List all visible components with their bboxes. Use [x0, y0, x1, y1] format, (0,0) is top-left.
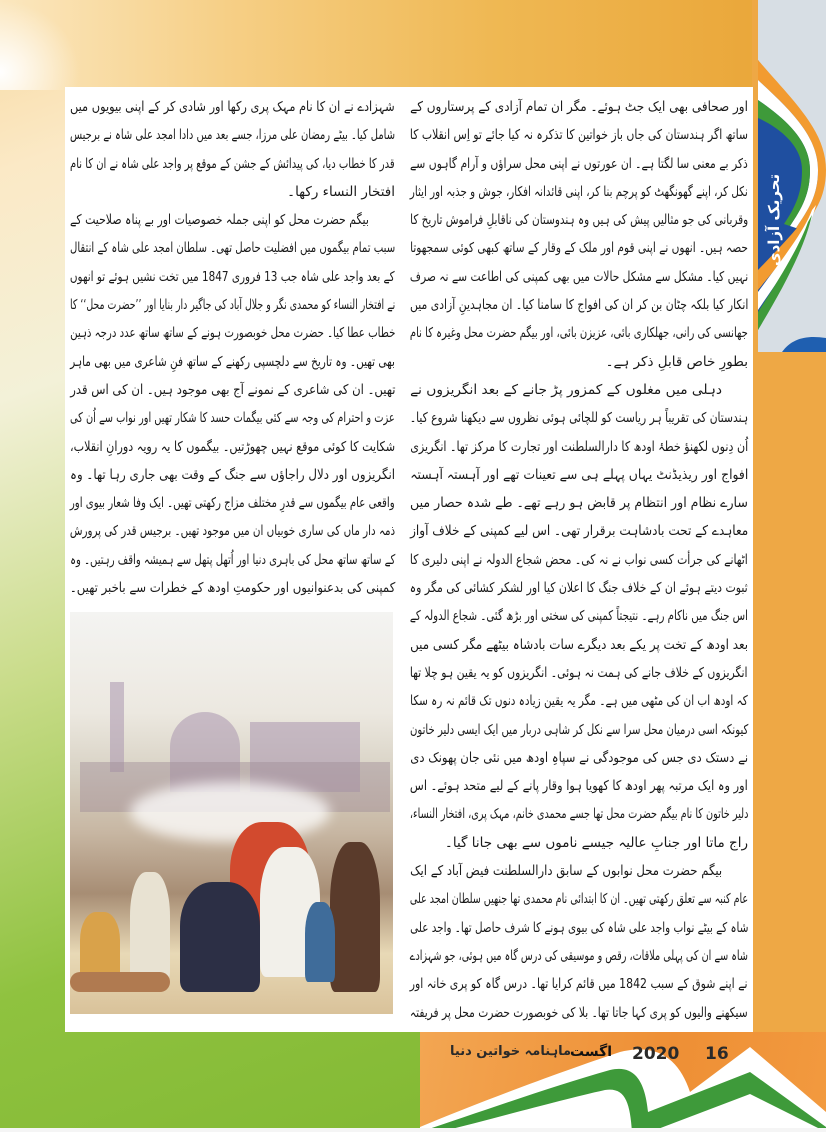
text-line-content: دلیر خاتون کا نام بیگم حضرت محل تھا جسے محمدی خانم، مہک پری، افتخار النساء، [409, 806, 748, 823]
text-line-content: دہلی میں مغلوں کے کمزور پڑ جانے کے بعد انگریزوں نے [410, 381, 722, 398]
text-line [410, 799, 748, 827]
text-line [70, 149, 395, 177]
text-line-content: کمپنی کی بدعنوانیوں اور حکومتِ اودھ کے خطرات سے باخبر تھیں۔ [69, 580, 395, 597]
text-line [70, 318, 395, 346]
text-line-content: ساتھ اگر ہندستان کی جاں باز خواتین کا تذکرہ نہ کیا جائے تو اِس انقلاب کا [409, 127, 748, 144]
text-line [70, 403, 395, 431]
text-line-content: تھیں۔ ان کی شاعری کے نمونے آج بھی موجود ہیں۔ ان کی اس قدر [69, 381, 395, 398]
text-line-content: ذکر بے معنی سا لگتا ہے۔ ان عورتوں نے اپنی محل سراؤں و آرام گاہوں سے [410, 155, 748, 172]
text-line [410, 318, 748, 346]
text-line [70, 573, 395, 601]
text-line [70, 233, 395, 261]
magazine-name: ماہنامہ خواتین دنیا [450, 1044, 572, 1059]
text-line [70, 177, 395, 205]
issue-month: اگست [570, 1044, 613, 1060]
article-column-right [410, 92, 748, 1026]
text-line-content: کہ اودھ اب ان کی مٹھی میں ہے۔ مگر یہ یقین زیادہ دنوں تک قائم نہ رہ سکا [410, 693, 748, 710]
text-line-content: نے افتخار النساء کو محمدی نگر و جلال آباد کی جاگیر دار بنایا اور ’’حضرت محل‘‘ کا [69, 297, 395, 314]
text-line-content: حصہ ہیں۔ انھوں نے اپنی قوم اور ملک کے وقار کے ساتھ کبھی کوئی سمجھوتا [410, 240, 748, 257]
text-line-content: نے دستک دی جس کی موجودگی نے سپاہِ اودھ میں نئی جان پھونک دی [410, 749, 748, 766]
text-line-content: اٹھانے کی جرأت کسی نواب نے نہ کی۔ محض شجاع الدولہ نے اپنی دلیری کا [410, 551, 748, 568]
text-line [410, 771, 748, 799]
text-line [70, 205, 395, 233]
text-line [410, 828, 748, 856]
text-line-content: نے اپنے شوق کے سبب 1842 میں قائم کرایا تھا۔ درس گاہ کو پری خانہ اور [410, 976, 748, 993]
text-line-content: اور صحافی بھی ایک جٹ ہوئے۔ مگر ان تمام آزادی کے پرستاروں کے [410, 99, 748, 115]
text-line [70, 290, 395, 318]
text-line [70, 375, 395, 403]
text-line-content: سبب تمام بیگموں میں افضلیت حاصل تھی۔ سلطان امجد علی شاہ کے انتقال [69, 240, 395, 257]
text-line [70, 432, 395, 460]
text-line-content: جھانسی کی رانی، جھلکاری بائی، عزیزن بائی، اور بیگم حضرت محل وغیرہ کا نام [410, 325, 748, 342]
text-line-content: اس جنگ میں ناکام رہے۔ نتیجتاً کمپنی کی سختی اور بڑھ گئی۔ شجاع الدولہ کے [409, 608, 748, 625]
text-line [410, 290, 748, 318]
text-line-content: انگریزوں اور دلال راجاؤں سے جنگ کے وقت بھی جاری رہا تھا۔ وہ [69, 466, 395, 483]
text-line-content: واقعی عام بیگموں سے قدرِ مختلف مزاج رکھتی تھیں۔ ایک وفا شعار بیوی اور [70, 495, 395, 512]
text-line [410, 601, 748, 629]
text-line [410, 488, 748, 516]
text-line [410, 347, 748, 375]
text-line [410, 262, 748, 290]
text-line [410, 573, 748, 601]
text-line [70, 545, 395, 573]
page-footer [420, 1032, 826, 1132]
text-line-content: اُن دِنوں لکھنؤ خطۂ اودھ کا دارالسلطنت اور تجارت کا مرکز تھا۔ انگریزی [410, 438, 748, 455]
text-line [410, 686, 748, 714]
text-line [410, 516, 748, 544]
text-line [70, 488, 395, 516]
text-line [410, 120, 748, 148]
page-number: 16 [705, 1044, 729, 1064]
text-line-content: ہندستان کی تقریباً ہر ریاست کو للچائی ہوئی نظروں سے دیکھنا شروع کیا۔ [409, 410, 748, 427]
text-line [70, 262, 395, 290]
text-line [410, 375, 748, 403]
text-line-content: شاہ کے بیٹے نواب واجد علی شاہ کی بیوی ہونے کا شرف حاصل تھا۔ واجد علی [409, 919, 748, 936]
text-line-content: بعد اودھ کے تخت پر یکے بعد دیگرے سات بادشاہ بیٹھے مگر کسی میں [410, 636, 748, 653]
text-line [410, 149, 748, 177]
text-line-content: نکل کر، اپنے گھونگھٹ کو پرچم بنا کر، اپنی قائدانہ افکار، جوش و جذبہ اور ایثار [410, 183, 748, 200]
text-line [70, 516, 395, 544]
text-line [410, 913, 748, 941]
text-line-content: شامل کیا۔ بیٹے رمضان علی مرزا، جسے بعد میں دادا امجد علی شاہ نے برجیس [69, 127, 395, 144]
text-line-content: افواج اور ریذیڈنٹ یہاں پہلے ہی سے تعینات تھے اور آہستہ آہستہ [409, 466, 748, 483]
text-line [70, 92, 395, 120]
text-line-content: بیگم حضرت محل کو اپنی جملہ خصوصیات اور بے پناہ صلاحیت کے [70, 212, 369, 229]
text-line [410, 884, 748, 912]
text-line [410, 177, 748, 205]
text-line-content: بیگم حضرت محل نوابوں کے سابق دارالسلطنت فیض آباد کے ایک [409, 863, 722, 880]
text-line-content: خطاب عطا کیا۔ حضرت محل خوبصورت ہونے کے ساتھ ساتھ عدد درجہ ذہین [69, 325, 395, 342]
text-line [410, 630, 748, 658]
text-line-content: سیکھنے والیوں کو پری کہا جاتا تھا۔ بلا کی خوبصورت حضرت محل پر فریفتہ [410, 1004, 748, 1021]
text-line-content: نہیں کیا۔ مشکل سے مشکل حالات میں بھی کمپنی کی اطاعت سے نہ صرف [409, 268, 748, 285]
text-line [410, 205, 748, 233]
text-line-content: ثبوت دیتے ہوئے ان کے خلاف جنگ کا اعلان کیا اور لشکر کشائی کی مگر وہ [410, 580, 748, 597]
text-line-content: معاہدے کے تحت بادشاہت برقرار تھی۔ اس لیے کمپنی کے خلاف آواز [409, 523, 748, 540]
text-line [410, 658, 748, 686]
text-line-content: شکایت کا کوئی موقع نہیں چھوڑتیں۔ بیگموں کا یہ رویہ دورانِ انقلاب، [69, 438, 395, 455]
text-line-content: انکار کیا بلکہ چٹان بن کر ان کی افواج کا سامنا کیا۔ ان مجاہدینِ آزادی میں [409, 297, 748, 314]
text-line-content: افتخار النساء رکھا۔ [287, 183, 395, 200]
text-line [410, 233, 748, 261]
page-bottom-edge [0, 1128, 826, 1132]
issue-year: 2020 [632, 1044, 680, 1064]
text-line-content: عام کنبہ سے تعلق رکھتی تھیں۔ ان کا ابتدائی نام محمدی تھا جنھیں سلطان امجد علی [409, 891, 748, 908]
text-line-content: بطورِ خاص قابلِ ذکر ہے۔ [605, 353, 748, 370]
text-line [410, 460, 748, 488]
text-line [410, 715, 748, 743]
text-line-content: کے ساتھ ساتھ محل کی باہری دنیا اور اُتھل پتھل سے ہمیشہ واقف رہتیں۔ وہ [69, 551, 395, 568]
text-line-content: کیونکہ اسی درمیان محل سرا سے نکل کر شاہی دربار میں ایک ایسی دلیر خاتون [409, 721, 748, 738]
text-line [410, 403, 748, 431]
text-line [410, 969, 748, 997]
text-line [410, 92, 748, 120]
text-line-content: سارے نظام اور انتظام پر قابض ہو رہے تھے۔ طے شدہ حصار میں [410, 495, 748, 512]
text-line [70, 120, 395, 148]
article-column-left [70, 92, 395, 601]
top-decorative-band [0, 0, 760, 90]
text-line [410, 545, 748, 573]
text-line [410, 432, 748, 460]
text-line-content: انگریزوں کے خلاف جانے کی ہمت نہ ہوئی۔ انگریزوں کو یہ یقین ہو چلا تھا [410, 664, 748, 681]
text-line-content: عزت و احترام کی وجہ سے کئی بیگمات حسد کا شکار تھیں اور نواب سے اُن کی [70, 410, 395, 427]
text-line-content: ذمہ دار ماں کی ساری خوبیاں ان میں موجود تھیں۔ برجیس قدر کی پرورش [69, 523, 395, 540]
text-line-content: شاہ سے ان کی پہلی ملاقات، رقص و موسیقی کی درس گاہ میں ہوئی، جو شہزادے [409, 947, 748, 964]
text-line-content: وقربانی کی جو مثالیں پیش کی ہیں وہ ہندوستان کی ناقابلِ فراموش تاریخ کا [409, 212, 748, 229]
text-line-content: کے بعد واجد علی شاہ جب 13 فروری 1847 میں تخت نشیں ہوئے تو انھوں [70, 268, 395, 285]
text-line [410, 743, 748, 771]
text-line [410, 941, 748, 969]
text-line [70, 347, 395, 375]
section-label-text: تحریک آزادی [765, 173, 784, 267]
text-line-content: بھی تھیں۔ وہ تاریخ سے دلچسپی رکھنے کے ساتھ فنِ شاعری میں بھی ماہر [70, 353, 395, 370]
text-line [70, 460, 395, 488]
text-line-content: شہزادے نے ان کا نام مہک پری رکھا اور شادی کر کے اپنی بیویوں میں [70, 99, 395, 115]
text-line [410, 998, 748, 1026]
text-line-content: راج ماتا اور جنابِ عالیہ جیسے ناموں سے بھی جانا گیا۔ [444, 834, 748, 851]
historical-painting-image [70, 612, 393, 1014]
text-line [410, 856, 748, 884]
text-line-content: قدر کا خطاب دیا، کی پیدائش کے جشن کے موقع پر واجد علی شاہ نے ان کا نام [70, 155, 395, 172]
section-label [752, 150, 796, 290]
text-line-content: اور وہ ایک مرتبہ پھر اودھ کا کھویا ہوا وقار پانے کے لیے متحد ہوئے۔ اس [410, 778, 748, 795]
